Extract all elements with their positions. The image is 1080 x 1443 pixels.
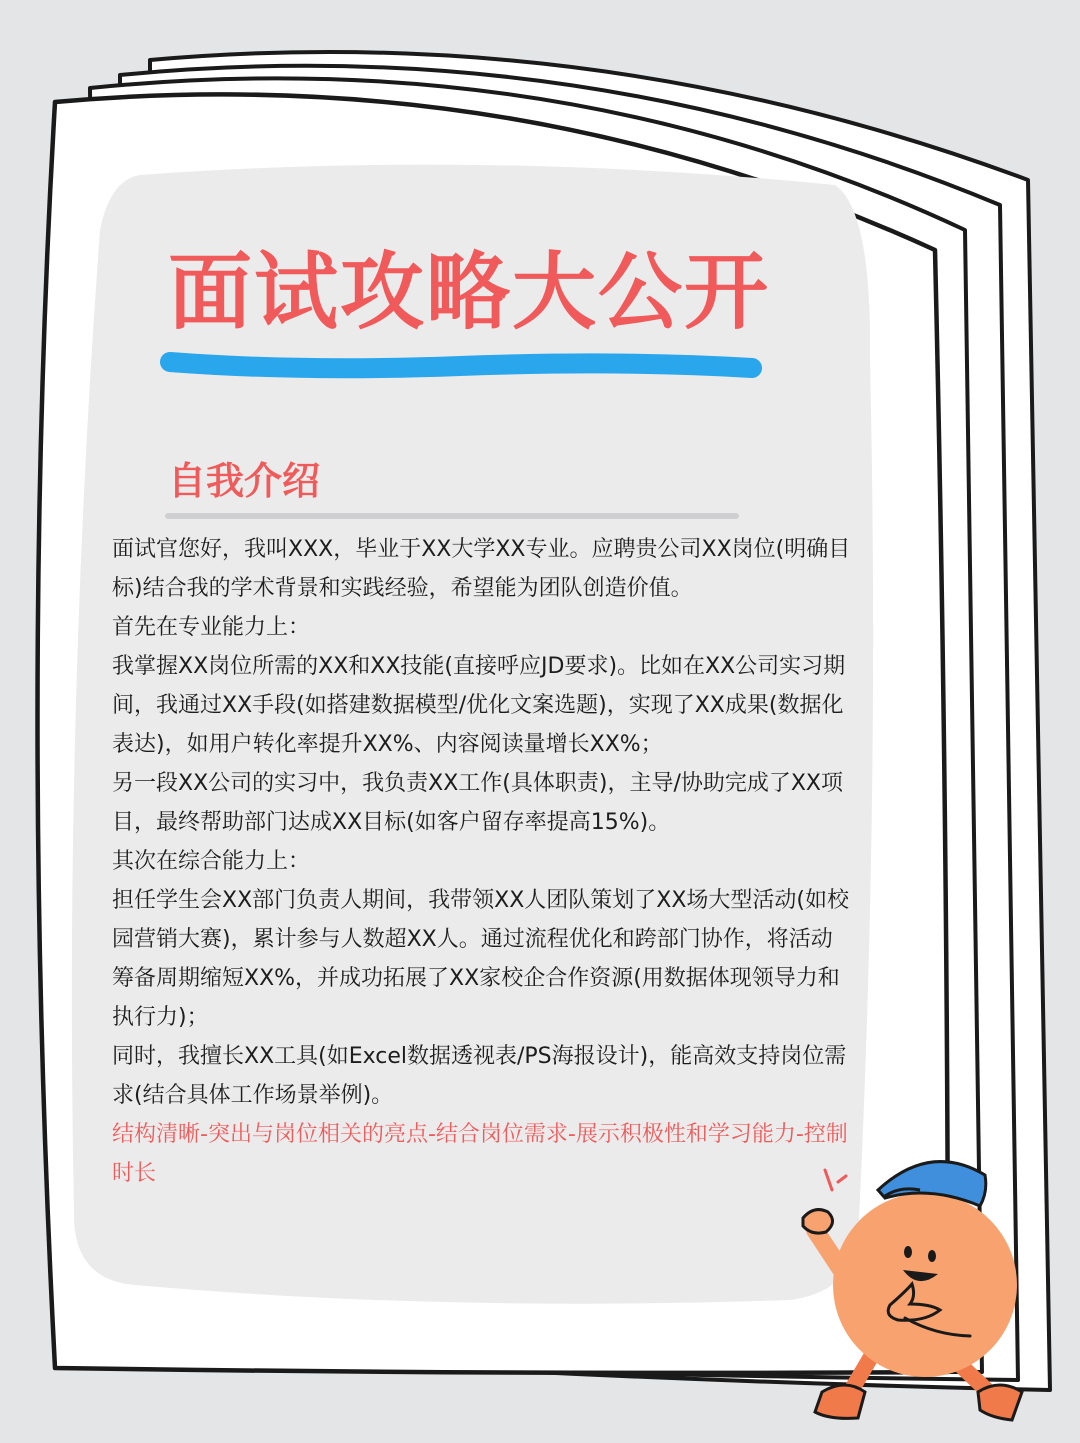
body-paragraph-general-heading: 其次在综合能力上： <box>112 849 311 874</box>
tip-summary: 结构清晰-突出与岗位相关的亮点-结合岗位需求-展示积极性和学习能力-控制时长 <box>112 1122 848 1186</box>
body-paragraph-intro: 面试官您好，我叫XXX，毕业于XX大学XX专业。应聘贵公司XX岗位(明确目标)结合我的学术背景和实践经验，希望能为团队创造价值。 <box>112 537 851 601</box>
body-paragraph-student-union: 担任学生会XX部门负责人期间，我带领XX人团队策划了XX场大型活动(如校园营销大赛)，累计参与人数超XX人。通过流程优化和跨部门协作，将活动筹备周期缩短XX%，并成功拓展了XX家校企合作资源(用数据体现领导力和执行力)； <box>112 888 850 1030</box>
mascot-right-eye <box>928 1250 936 1262</box>
page-title: 面试攻略大公开 <box>168 243 771 341</box>
mascot-left-eye <box>904 1246 912 1258</box>
mascot-left-shoe <box>815 1385 865 1418</box>
brush-underline <box>170 362 752 368</box>
body-paragraph-professional-heading: 首先在专业能力上： <box>112 615 311 640</box>
body-paragraph-professional-skills: 我掌握XX岗位所需的XX和XX技能(直接呼应JD要求)。比如在XX公司实习期间，我通过XX手段(如搭建数据模型/优化文案选题)，实现了XX成果(数据化表达)，如用户转化率提升XX%、内容阅读量增长XX%； <box>112 654 846 757</box>
section-heading: 自我介绍 <box>168 459 321 503</box>
mascot-wave-hand <box>803 1210 833 1234</box>
mascot-right-shoe <box>978 1385 1022 1420</box>
body-paragraph-tools: 同时，我擅长XX工具(如Excel数据透视表/PS海报设计)，能高效支持岗位需求(结合具体工作场景举例)。 <box>112 1044 847 1108</box>
self-introduction-body <box>112 530 852 1193</box>
mascot-body <box>833 1193 1017 1377</box>
body-paragraph-internship: 另一段XX公司的实习中，我负责XX工作(具体职责)，主导/协助完成了XX项目，最终帮助部门达成XX目标(如客户留存率提高15%)。 <box>112 771 844 835</box>
